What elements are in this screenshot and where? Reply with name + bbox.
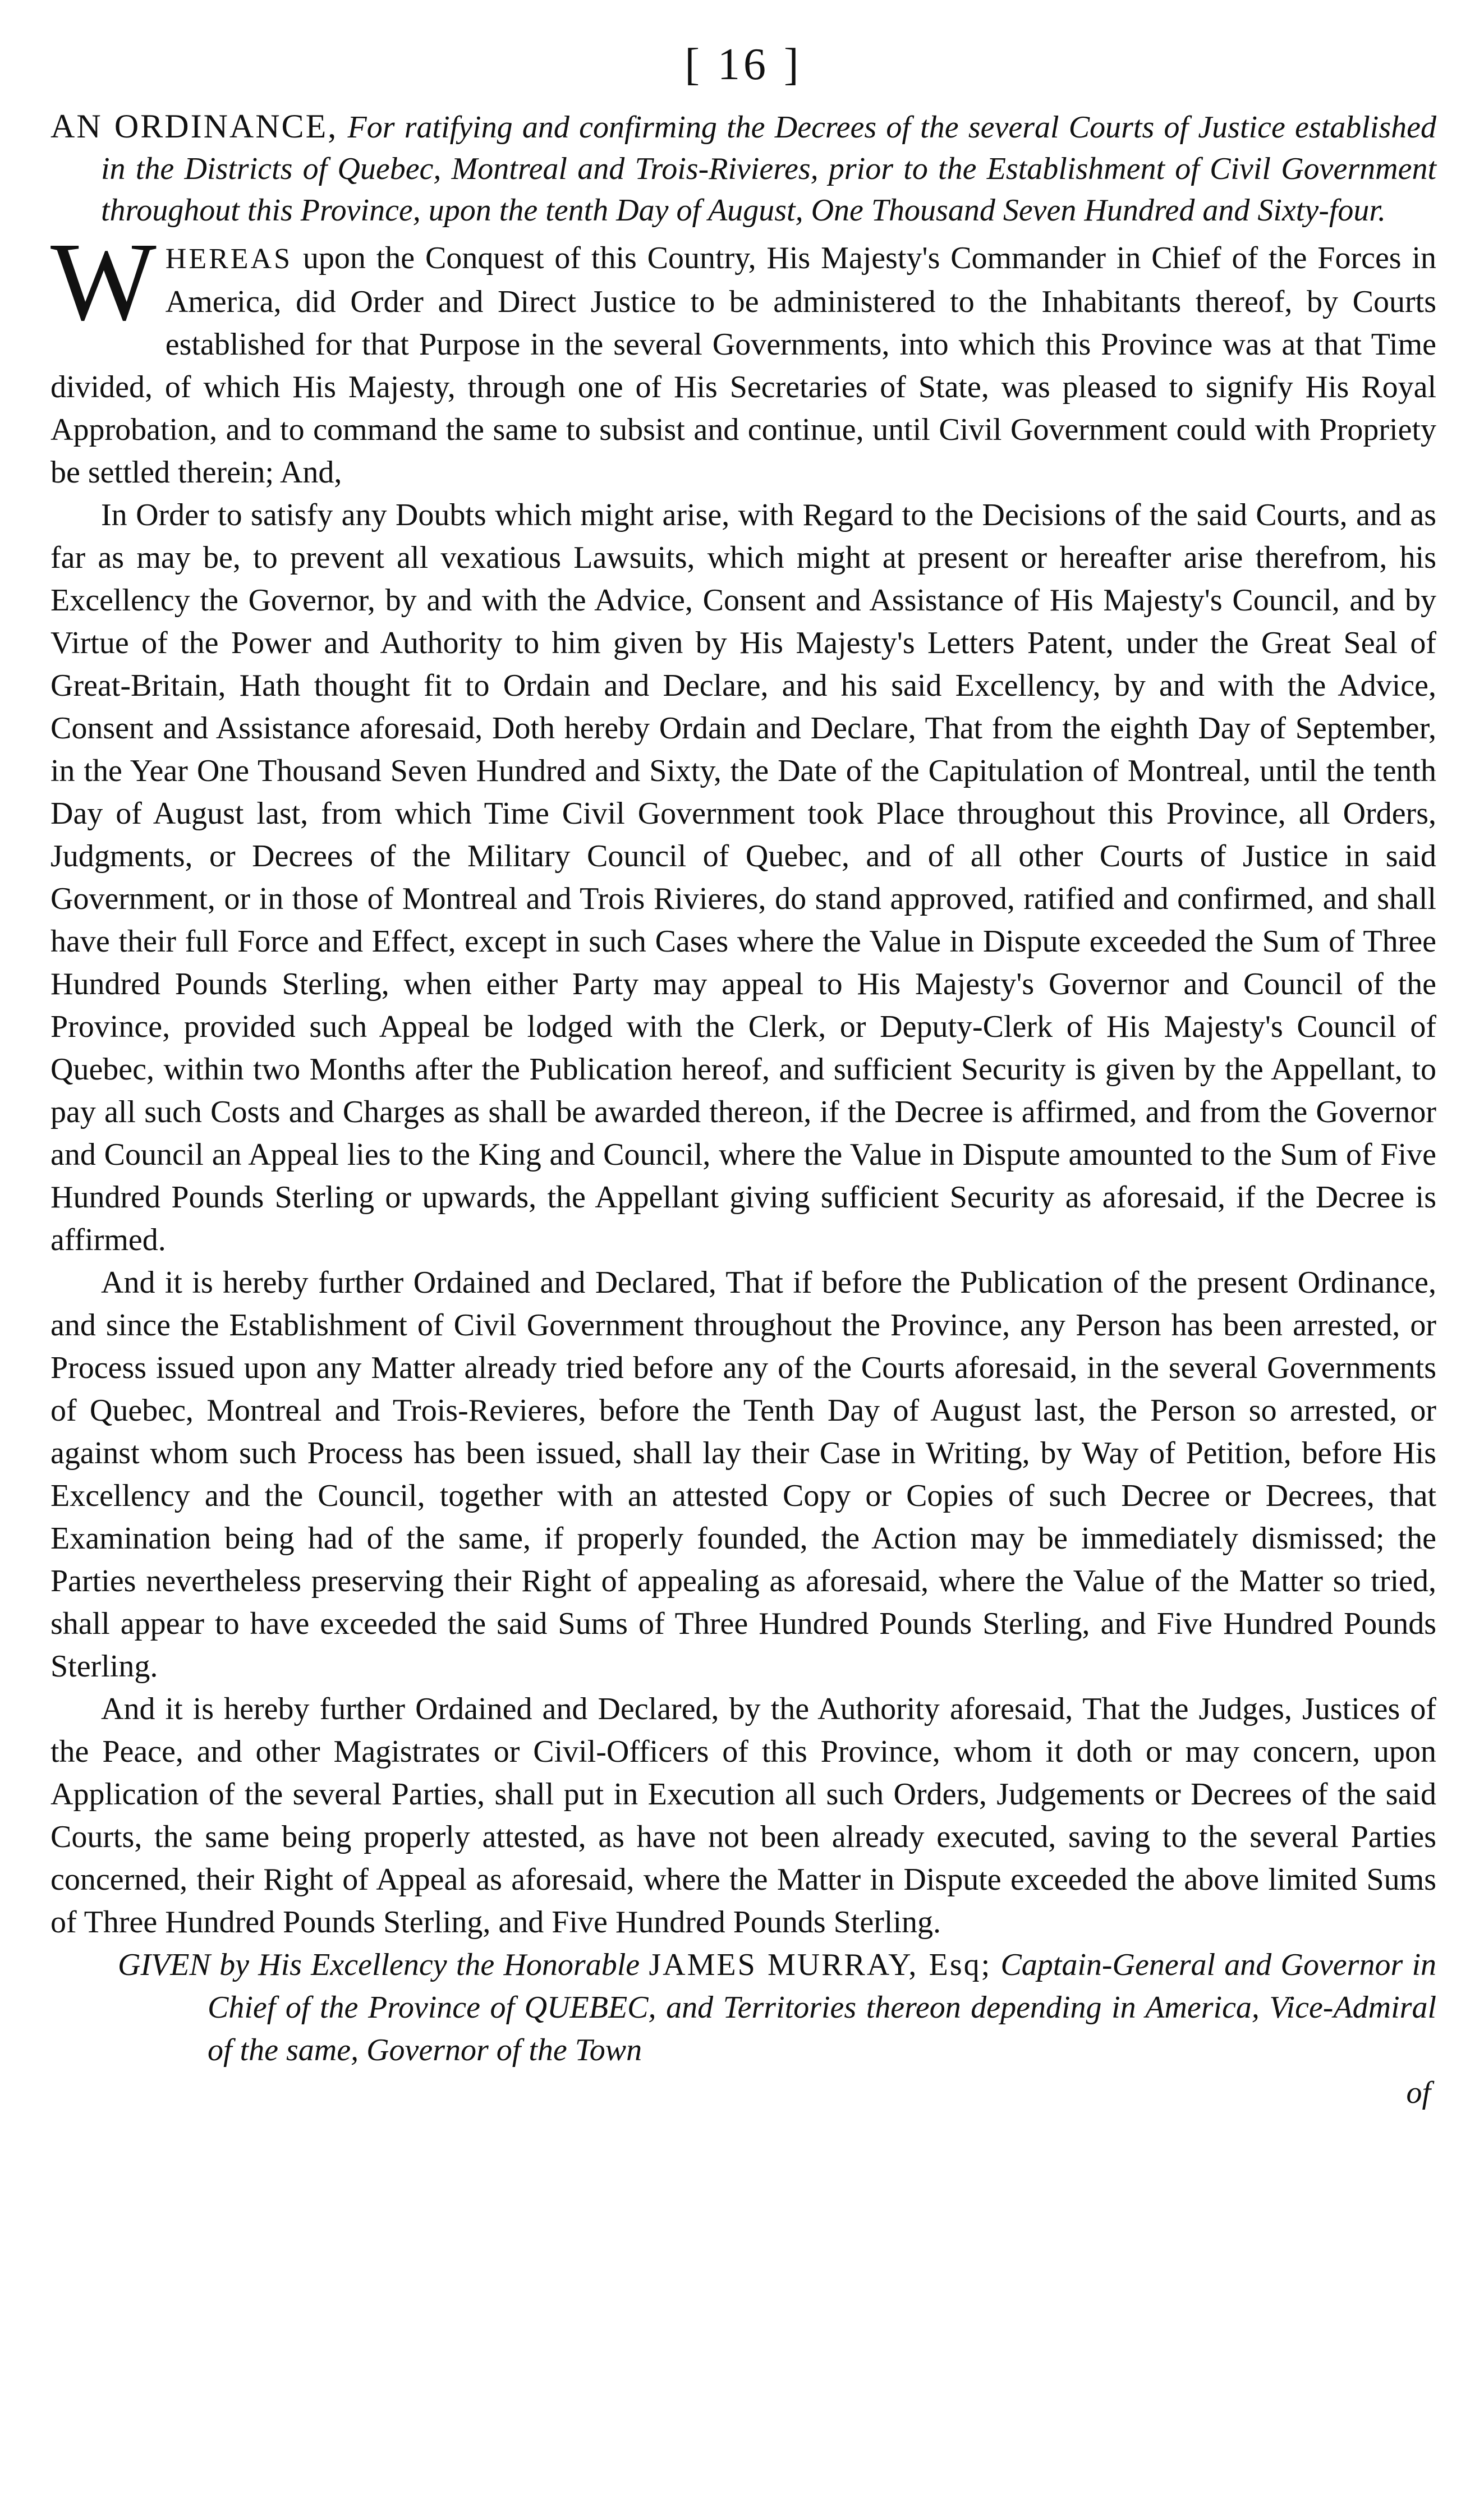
document-page	[50, 34, 1436, 2480]
ordinance-heading	[50, 105, 1436, 231]
given-clause	[50, 1944, 1436, 2071]
paragraph-further-ordained-2: And it is hereby further Ordained and Declared, by the Authority aforesaid, That the Judges, Justices of the Peace, and other Magistrates or Civil-Officers of this Province, whom it doth or may concern, upon Application of the several Parties, shall put in Execution all such Orders, Judgements or Decrees of the said Courts, the same being properly attested, as have not been already executed, saving to the several Parties concerned, their Right of Appeal as aforesaid, where the Matter in Dispute exceeded the above limited Sums of Three Hundred Pounds Sterling, and Five Hundred Pounds Sterling.	[50, 1692, 1436, 1940]
paragraph-further-ordained-1: And it is hereby further Ordained and Declared, That if before the Publication of the present Ordinance, and since the Establishment of Civil Government throughout the Province, any Person has been arrested, or Process issued upon any Matter already tried before any of the Courts aforesaid, in the several Governments of Quebec, Montreal and Trois-Revieres, before the Tenth Day of August last, the Person so arrested, or against whom such Process has been issued, shall lay their Case in Writing, by Way of Petition, before His Excellency and the Council, together with an attested Copy or Copies of such Decree or Decrees, that Examination being had of the same, if properly founded, the Action may be immediately dismissed; the Parties nevertheless preserving their Right of appealing as aforesaid, where the Value of the Matter so tried, shall appear to have exceeded the said Sums of Three Hundred Pounds Sterling, and Five Hundred Pounds Sterling.	[50, 1265, 1436, 1684]
paragraph-1-text: upon the Conquest of this Country, His Majesty's Commander in Chief of the Forces in America, did Order and Direct Justice to be administered to the Inhabitants thereof, by Courts established for that Purpose in the several Governments, into which this Province was at that Time divided, of which His Majesty, through one of His Secretaries of State, was pleased to signify His Royal Approbation, and to command the same to subsist and continue, until Civil Government could with Propriety be settled therein; And,	[50, 241, 1437, 490]
ordinance-title: AN ORDINANCE,	[50, 108, 338, 145]
first-word-rest: HEREAS	[165, 243, 293, 275]
page-number: [ 16 ]	[684, 40, 802, 89]
given-rest: Captain-General and Governor in Chief of the Province of QUEBEC, and Territories thereon depending in America, Vice-Admiral of the same, Governor of the Town	[208, 1947, 1437, 2068]
governor-name: JAMES MURRAY, Esq;	[649, 1947, 992, 1982]
drop-cap: W	[50, 220, 157, 344]
catchword: of	[1406, 2075, 1431, 2110]
given-lead: GIVEN by His Excellency the Honorable	[118, 1947, 640, 1982]
paragraph-in-order: In Order to satisfy any Doubts which might arise, with Regard to the Decisions of the said Courts, and as far as may be, to prevent all vexatious Lawsuits, which might at present or hereafter arise therefrom, his Excellency the Governor, by and with the Advice, Consent and Assistance of His Majesty's Council, and by Virtue of the Power and Authority to him given by His Majesty's Letters Patent, under the Great Seal of Great-Britain, Hath thought fit to Ordain and Declare, and his said Excellency, by and with the Advice, Consent and Assistance aforesaid, Doth hereby Ordain and Declare, That from the eighth Day of September, in the Year One Thousand Seven Hundred and Sixty, the Date of the Capitulation of Montreal, until the tenth Day of August last, from which Time Civil Government took Place throughout this Province, all Orders, Judgments, or Decrees of the Military Council of Quebec, and of all other Courts of Justice in said Government, or in those of Montreal and Trois Rivieres, do stand approved, ratified and confirmed, and shall have their full Force and Effect, except in such Cases where the Value in Dispute exceeded the Sum of Three Hundred Pounds Sterling, when either Party may appeal to His Majesty's Governor and Council of the Province, provided such Appeal be lodged with the Clerk, or Deputy-Clerk of His Majesty's Council of Quebec, within two Months after the Publication hereof, and sufficient Security is given by the Appellant, to pay all such Costs and Charges as shall be awarded thereon, if the Decree is affirmed, and from the Governor and Council an Appeal lies to the King and Council, where the Value in Dispute amounted to the Sum of Five Hundred Pounds Sterling or upwards, the Appellant giving sufficient Security as aforesaid, if the Decree is affirmed.	[50, 498, 1436, 1257]
paragraph-whereas	[50, 220, 1437, 494]
ordinance-description: For ratifying and confirming the Decrees of the several Courts of Justice established in the Districts of Quebec, Montreal and Trois-Rivieres, prior to the Establishment of Civil Government throughout this Province, upon the tenth Day of August, One Thousand Seven Hundred and Sixty-four.	[101, 110, 1437, 228]
